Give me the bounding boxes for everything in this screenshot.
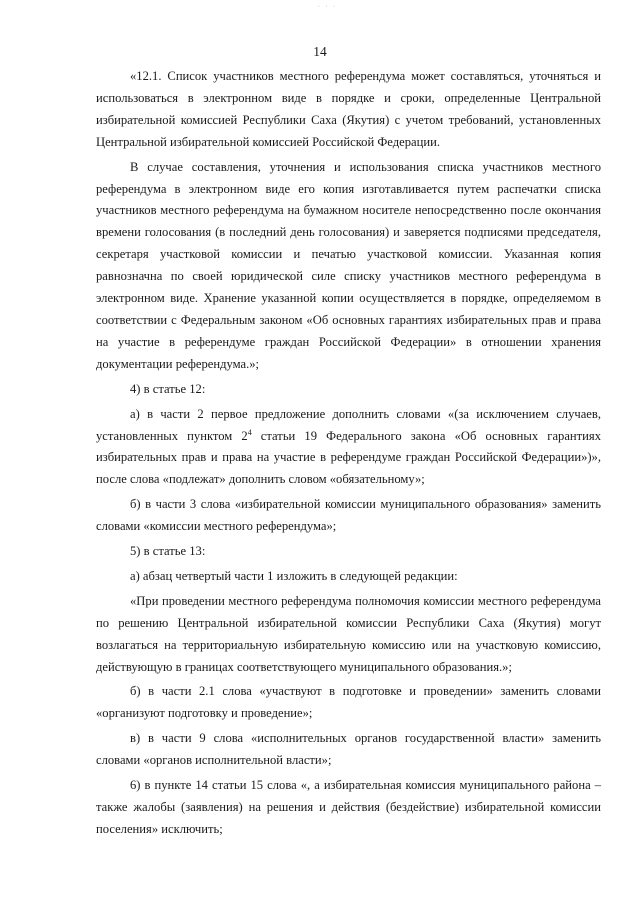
paragraph-article-12-a: [96, 404, 601, 492]
paragraph-article-15: 6) в пункте 14 статьи 15 слова «, а избирательная комиссия муниципального района – также жалобы (заявления) на решения и действия (бездействие) избирательной комиссии поселения» исключить;: [96, 778, 601, 836]
paragraph-electronic-copy: В случае составления, уточнения и использования списка участников местного референдума в электронном виде его копия изготавливается путем распечатки списка участников местного референдума на бумажном носителе непосредственно после окончания времени голосования (в последний день голосования) и заверяется подписями председателя, секретаря участковой комиссии и печатью участковой комиссии. Указанная копия равнозначна по своей юридической силе списку участников местного референдума в электронном виде. Хранение указанной копии осуществляется в порядке, определяемом в соответствии с Федеральным законом «Об основных гарантиях избирательных прав и права на участие в референдуме граждан Российской Федерации» в отношении хранения документации референдума.»;: [96, 159, 601, 371]
paragraph-article-12-b: б) в части 3 слова «избирательной комиссии муниципального образования» заменить словами «комиссии местного референдума»;: [96, 497, 601, 534]
paragraph-article-13-heading: 5) в статье 13:: [130, 544, 206, 559]
paragraph-article-13-b: б) в части 2.1 слова «участвуют в подготовке и проведении» заменить словами «организуют подготовку и проведение»;: [96, 684, 601, 721]
paragraph-text: а) в части 2 первое предложение дополнить словами «(за исключением случаев, установленных пунктом 2: [96, 406, 601, 443]
paragraph-12-1: «12.1. Список участников местного референдума может составляться, уточняться и использоваться в электронном виде в порядке и сроки, определенные Центральной избирательной комиссией Республики Саха (Якутия) с учетом требований, установленных Центральной избирательной комиссией Российской Федерации.: [96, 69, 601, 149]
superscript: 4: [247, 427, 252, 437]
paragraph-article-13-v: в) в части 9 слова «исполнительных органов государственной власти» заменить словами «органов исполнительной власти»;: [96, 731, 601, 768]
paragraph-quoted-text: «При проведении местного референдума полномочия комиссии местного референдума по решению Центральной избирательной комиссии Республики Саха (Якутия) могут возлагаться на территориальную избирательную комиссию или на участковую комиссию, действующую в границах соответствующего муниципального образования.»;: [96, 593, 601, 674]
paragraph-article-12-heading: 4) в статье 12:: [130, 381, 206, 396]
scan-mark: · · ·: [318, 4, 337, 10]
page-number: 14: [313, 44, 327, 59]
paragraph-article-13-a: а) абзац четвертый части 1 изложить в следующей редакции:: [130, 568, 458, 583]
document-body: [96, 66, 601, 841]
paragraph-text: статьи 19 Федерального закона «Об основных гарантиях избирательных прав и права на участие в референдуме граждан Российской Федерации»)», после слова «подлежат» дополнить словом «обязательному»;: [96, 428, 602, 487]
